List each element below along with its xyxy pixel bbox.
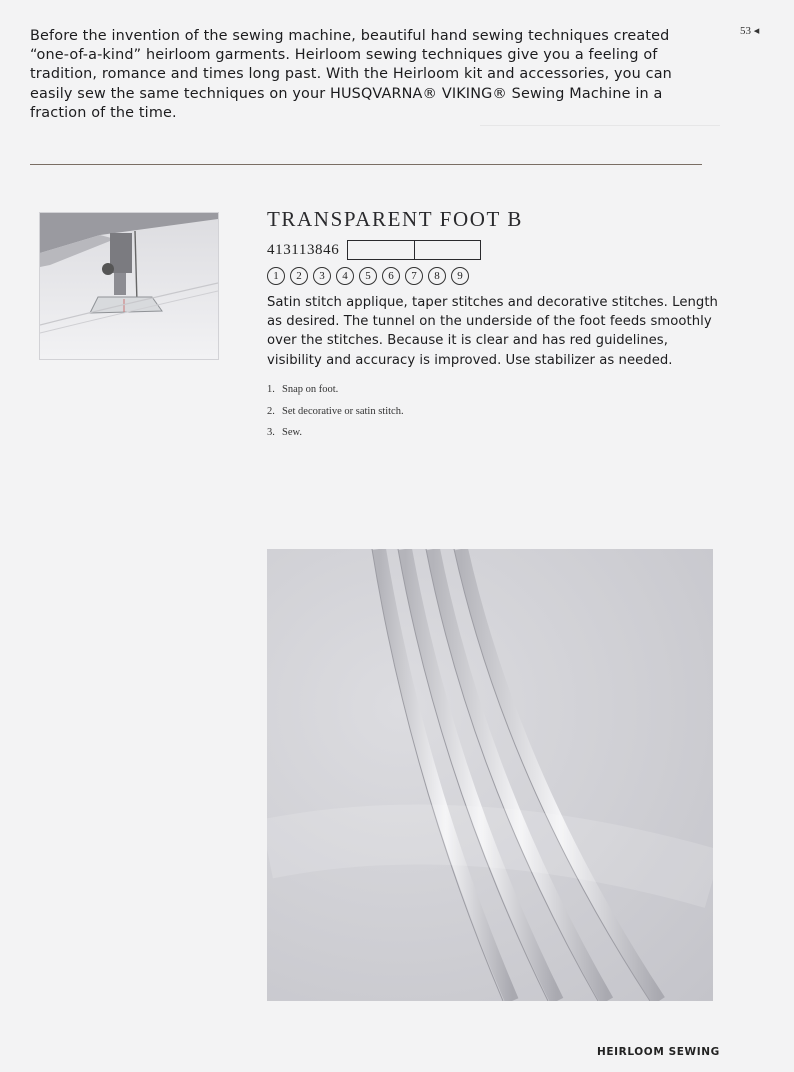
step-number: 2. [267, 405, 275, 417]
intro-paragraph: Before the invention of the sewing machine, beautiful hand sewing techniques created “one-of-a-kind” heirloom garments. Heirloom sewing techniques give you a feeling of tradition, romance and times long past. With the Heirloom kit and accessories, you can easily sew the same techniques on your HUSQVARNA® VIKING® Sewing Machine in a fraction of the time. [30, 28, 672, 121]
section-footer: HEIRLOOM SEWING [597, 1046, 720, 1058]
presser-foot-photo [39, 212, 219, 360]
machine-number-3: 3 [313, 267, 331, 285]
machine-number-2: 2 [290, 267, 308, 285]
step-text: Set decorative or satin stitch. [282, 405, 404, 417]
machine-number-9: 9 [451, 267, 469, 285]
step-item [267, 406, 404, 428]
step-number: 3. [267, 427, 275, 438]
foot-title: TRANSPARENT FOOT B [267, 207, 523, 231]
step-text: Sew. [282, 427, 303, 438]
step-item [267, 427, 404, 449]
pintuck-stitch-photo [267, 549, 713, 1001]
machine-number-5: 5 [359, 267, 377, 285]
section-divider [30, 164, 702, 165]
machine-number-4: 4 [336, 267, 354, 285]
step-number: 1. [267, 384, 275, 395]
instruction-steps [267, 384, 404, 449]
part-box-cell [348, 241, 415, 259]
machine-number-1: 1 [267, 267, 285, 285]
compatible-machines [267, 267, 474, 285]
part-number-row [267, 240, 481, 260]
foot-description: Satin stitch applique, taper stitches and decorative stitches. Length as desired. The tunnel on the underside of the foot feeds smoothly over the stitches. Because it is clear and has red guidelines, visibility and accuracy is improved. Use stabilizer as needed. [267, 295, 718, 368]
part-number: 413113846 [267, 241, 340, 258]
machine-number-8: 8 [428, 267, 446, 285]
part-box-cell [415, 241, 481, 259]
step-item [267, 384, 404, 406]
part-number-box [347, 240, 481, 260]
page-number: 53 ◂ [740, 25, 760, 37]
step-text: Snap on foot. [282, 384, 339, 395]
machine-number-7: 7 [405, 267, 423, 285]
machine-number-6: 6 [382, 267, 400, 285]
